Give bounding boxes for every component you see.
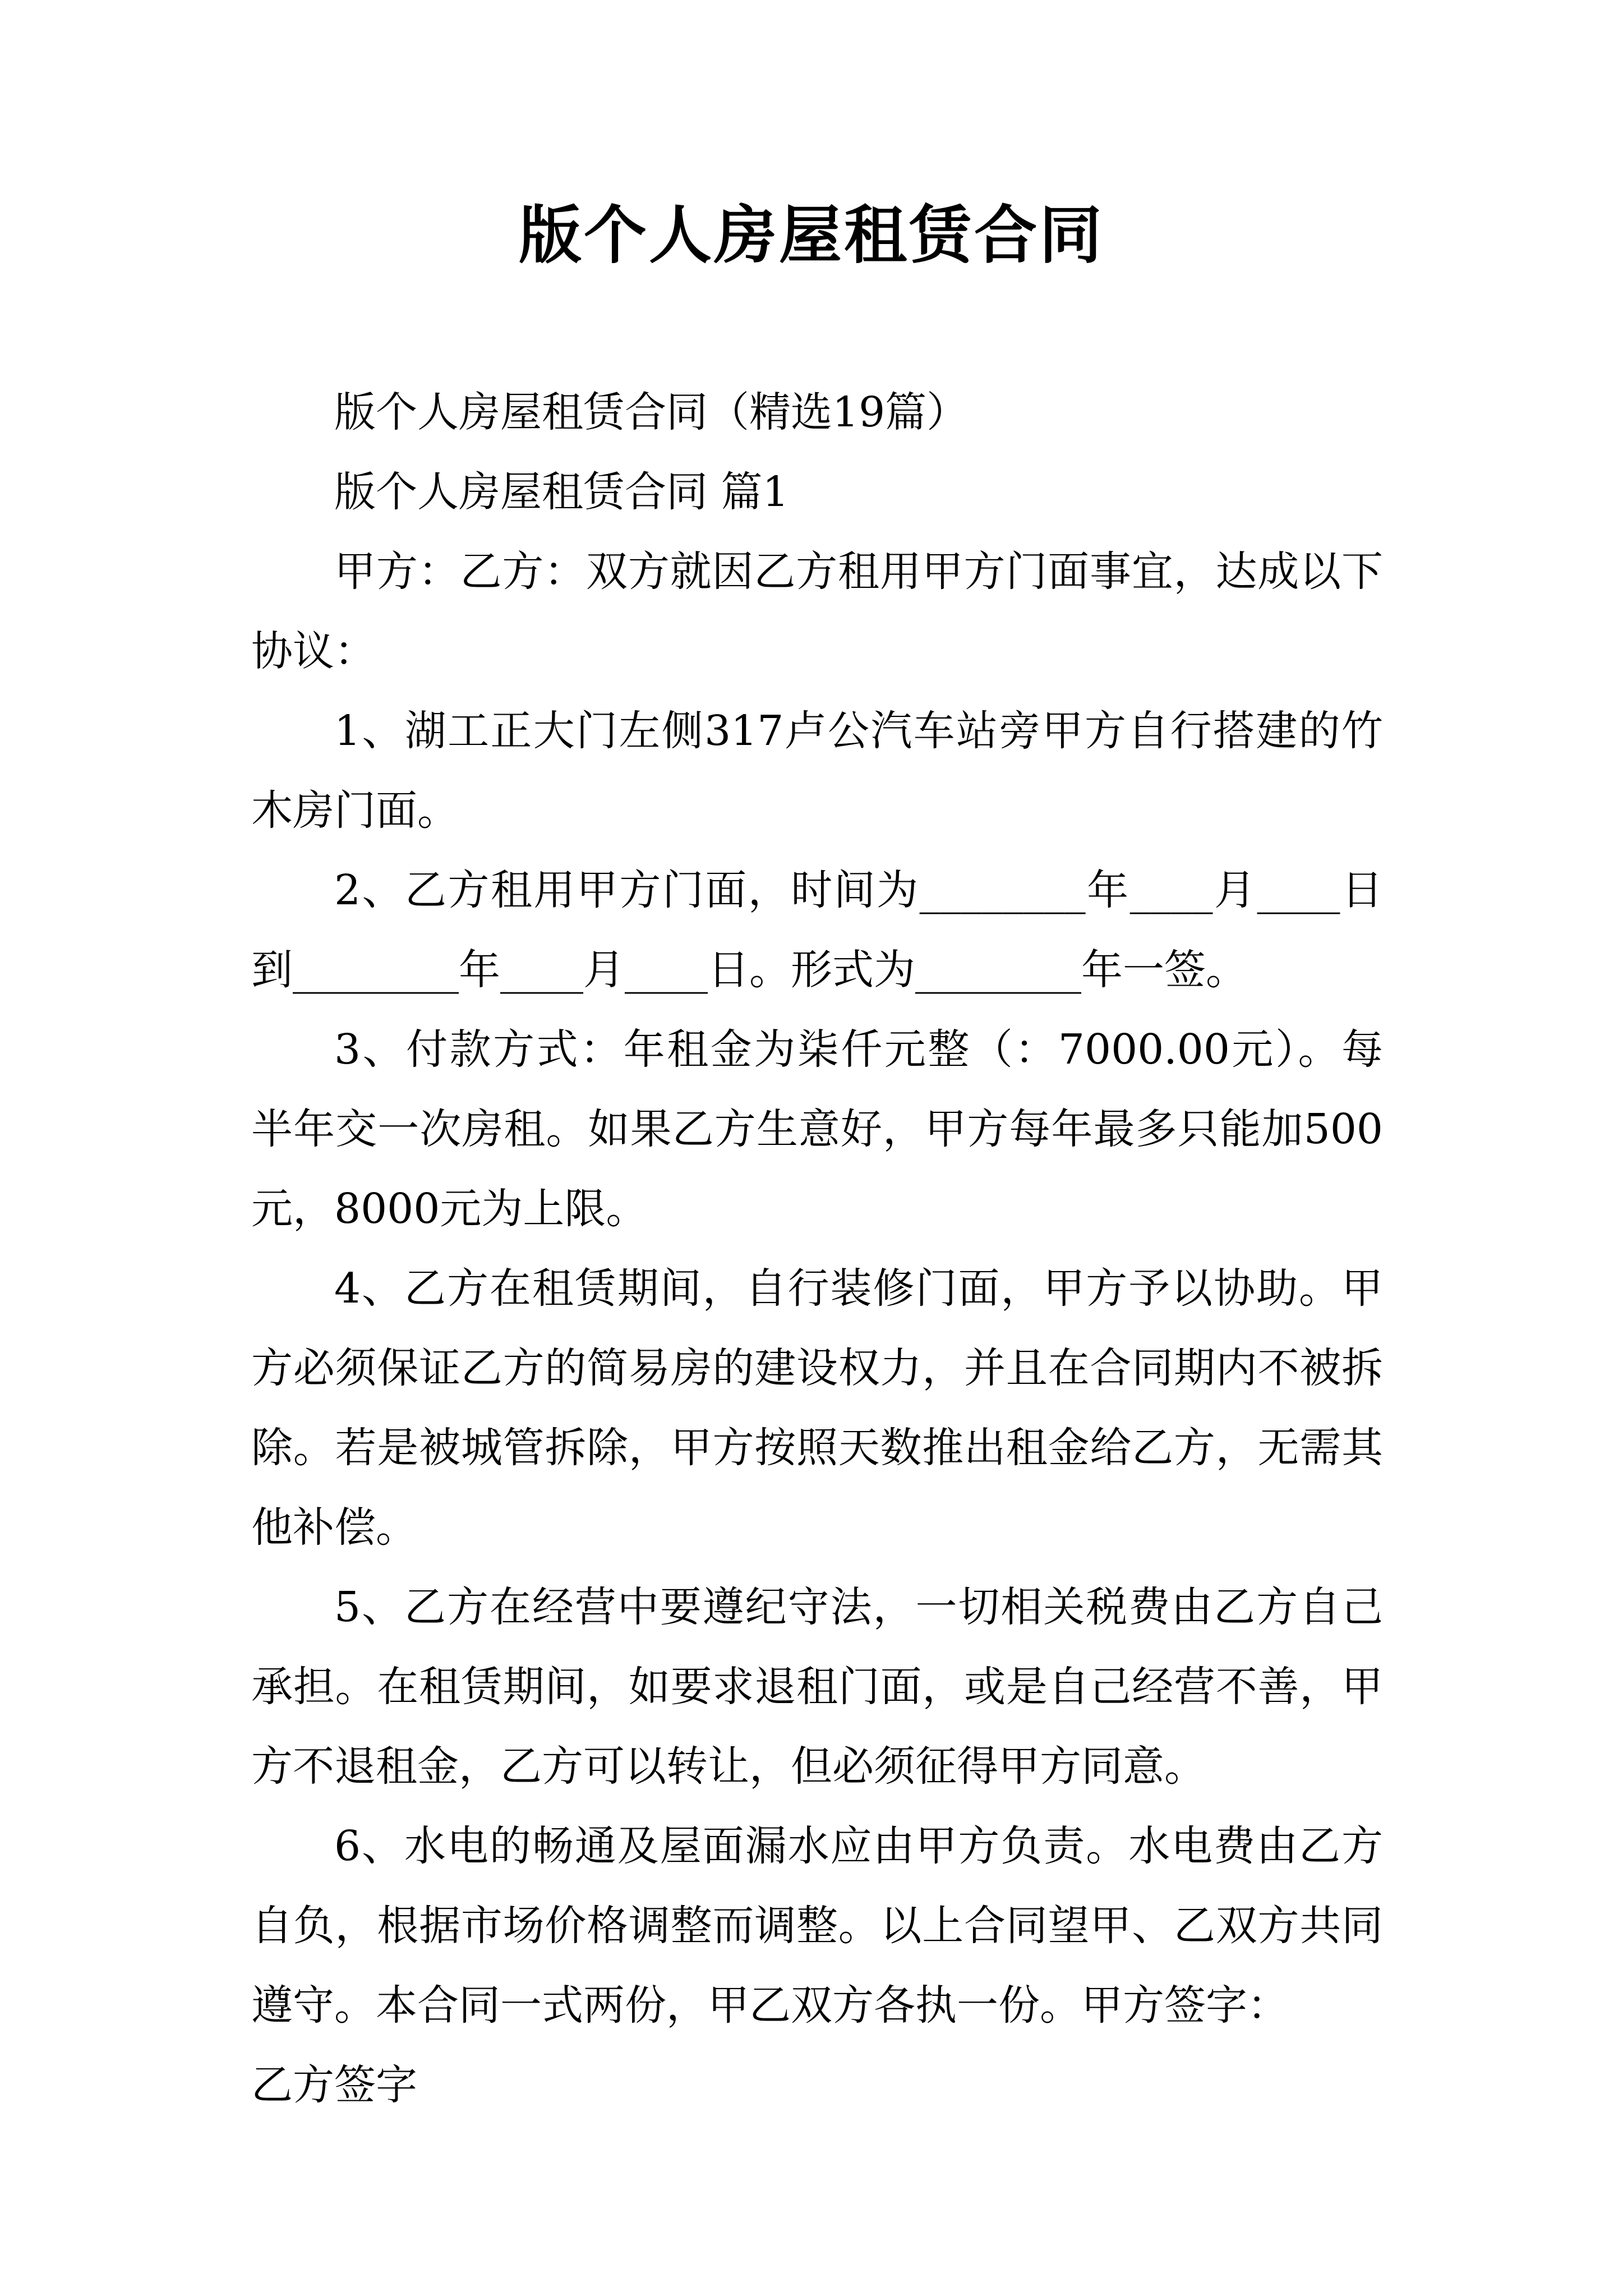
paragraph-clause-6: 6、水电的畅通及屋面漏水应由甲方负责。水电费由乙方自负，根据市场价格调整而调整。以上合同望甲、乙双方共同遵守。本合同一式两份，甲乙双方各执一份。甲方签字： bbox=[251, 1822, 1383, 2030]
paragraph-clause-5: 5、乙方在经营中要遵纪守法，一切相关税费由乙方自己承担。在租赁期间，如要求退租门面，或是自己经营不善，甲方不退租金，乙方可以转让，但必须征得甲方同意。 bbox=[251, 1583, 1383, 1791]
paragraph-clause-2: 2、乙方租用甲方门面，时间为________年____月____日到________年____月____日。形式为________年一签。 bbox=[251, 866, 1383, 994]
paragraph-parties: 甲方：乙方：双方就因乙方租用甲方门面事宜，达成以下协议： bbox=[251, 547, 1383, 675]
document-subtitle: 版个人房屋租赁合同（精选19篇） bbox=[334, 388, 969, 436]
document-title: 版个人房屋租赁合同 bbox=[519, 199, 1104, 272]
signature-line-party-b: 乙方签字 bbox=[251, 2061, 417, 2109]
paragraph-clause-4: 4、乙方在租赁期间，自行装修门面，甲方予以协助。甲方必须保证乙方的简易房的建设权力，并且在合同期内不被拆除。若是被城管拆除，甲方按照天数推出租金给乙方，无需其他补偿。 bbox=[251, 1264, 1383, 1552]
paragraph-clause-1: 1、湖工正大门左侧317卢公汽车站旁甲方自行搭建的竹木房门面。 bbox=[251, 707, 1383, 835]
document-body bbox=[251, 372, 1383, 2125]
section-heading: 版个人房屋租赁合同 篇1 bbox=[334, 468, 789, 516]
paragraph-clause-3: 3、付款方式：年租金为柒仟元整（：7000.00元）。每半年交一次房租。如果乙方生意好，甲方每年最多只能加500元，8000元为上限。 bbox=[251, 1025, 1383, 1233]
